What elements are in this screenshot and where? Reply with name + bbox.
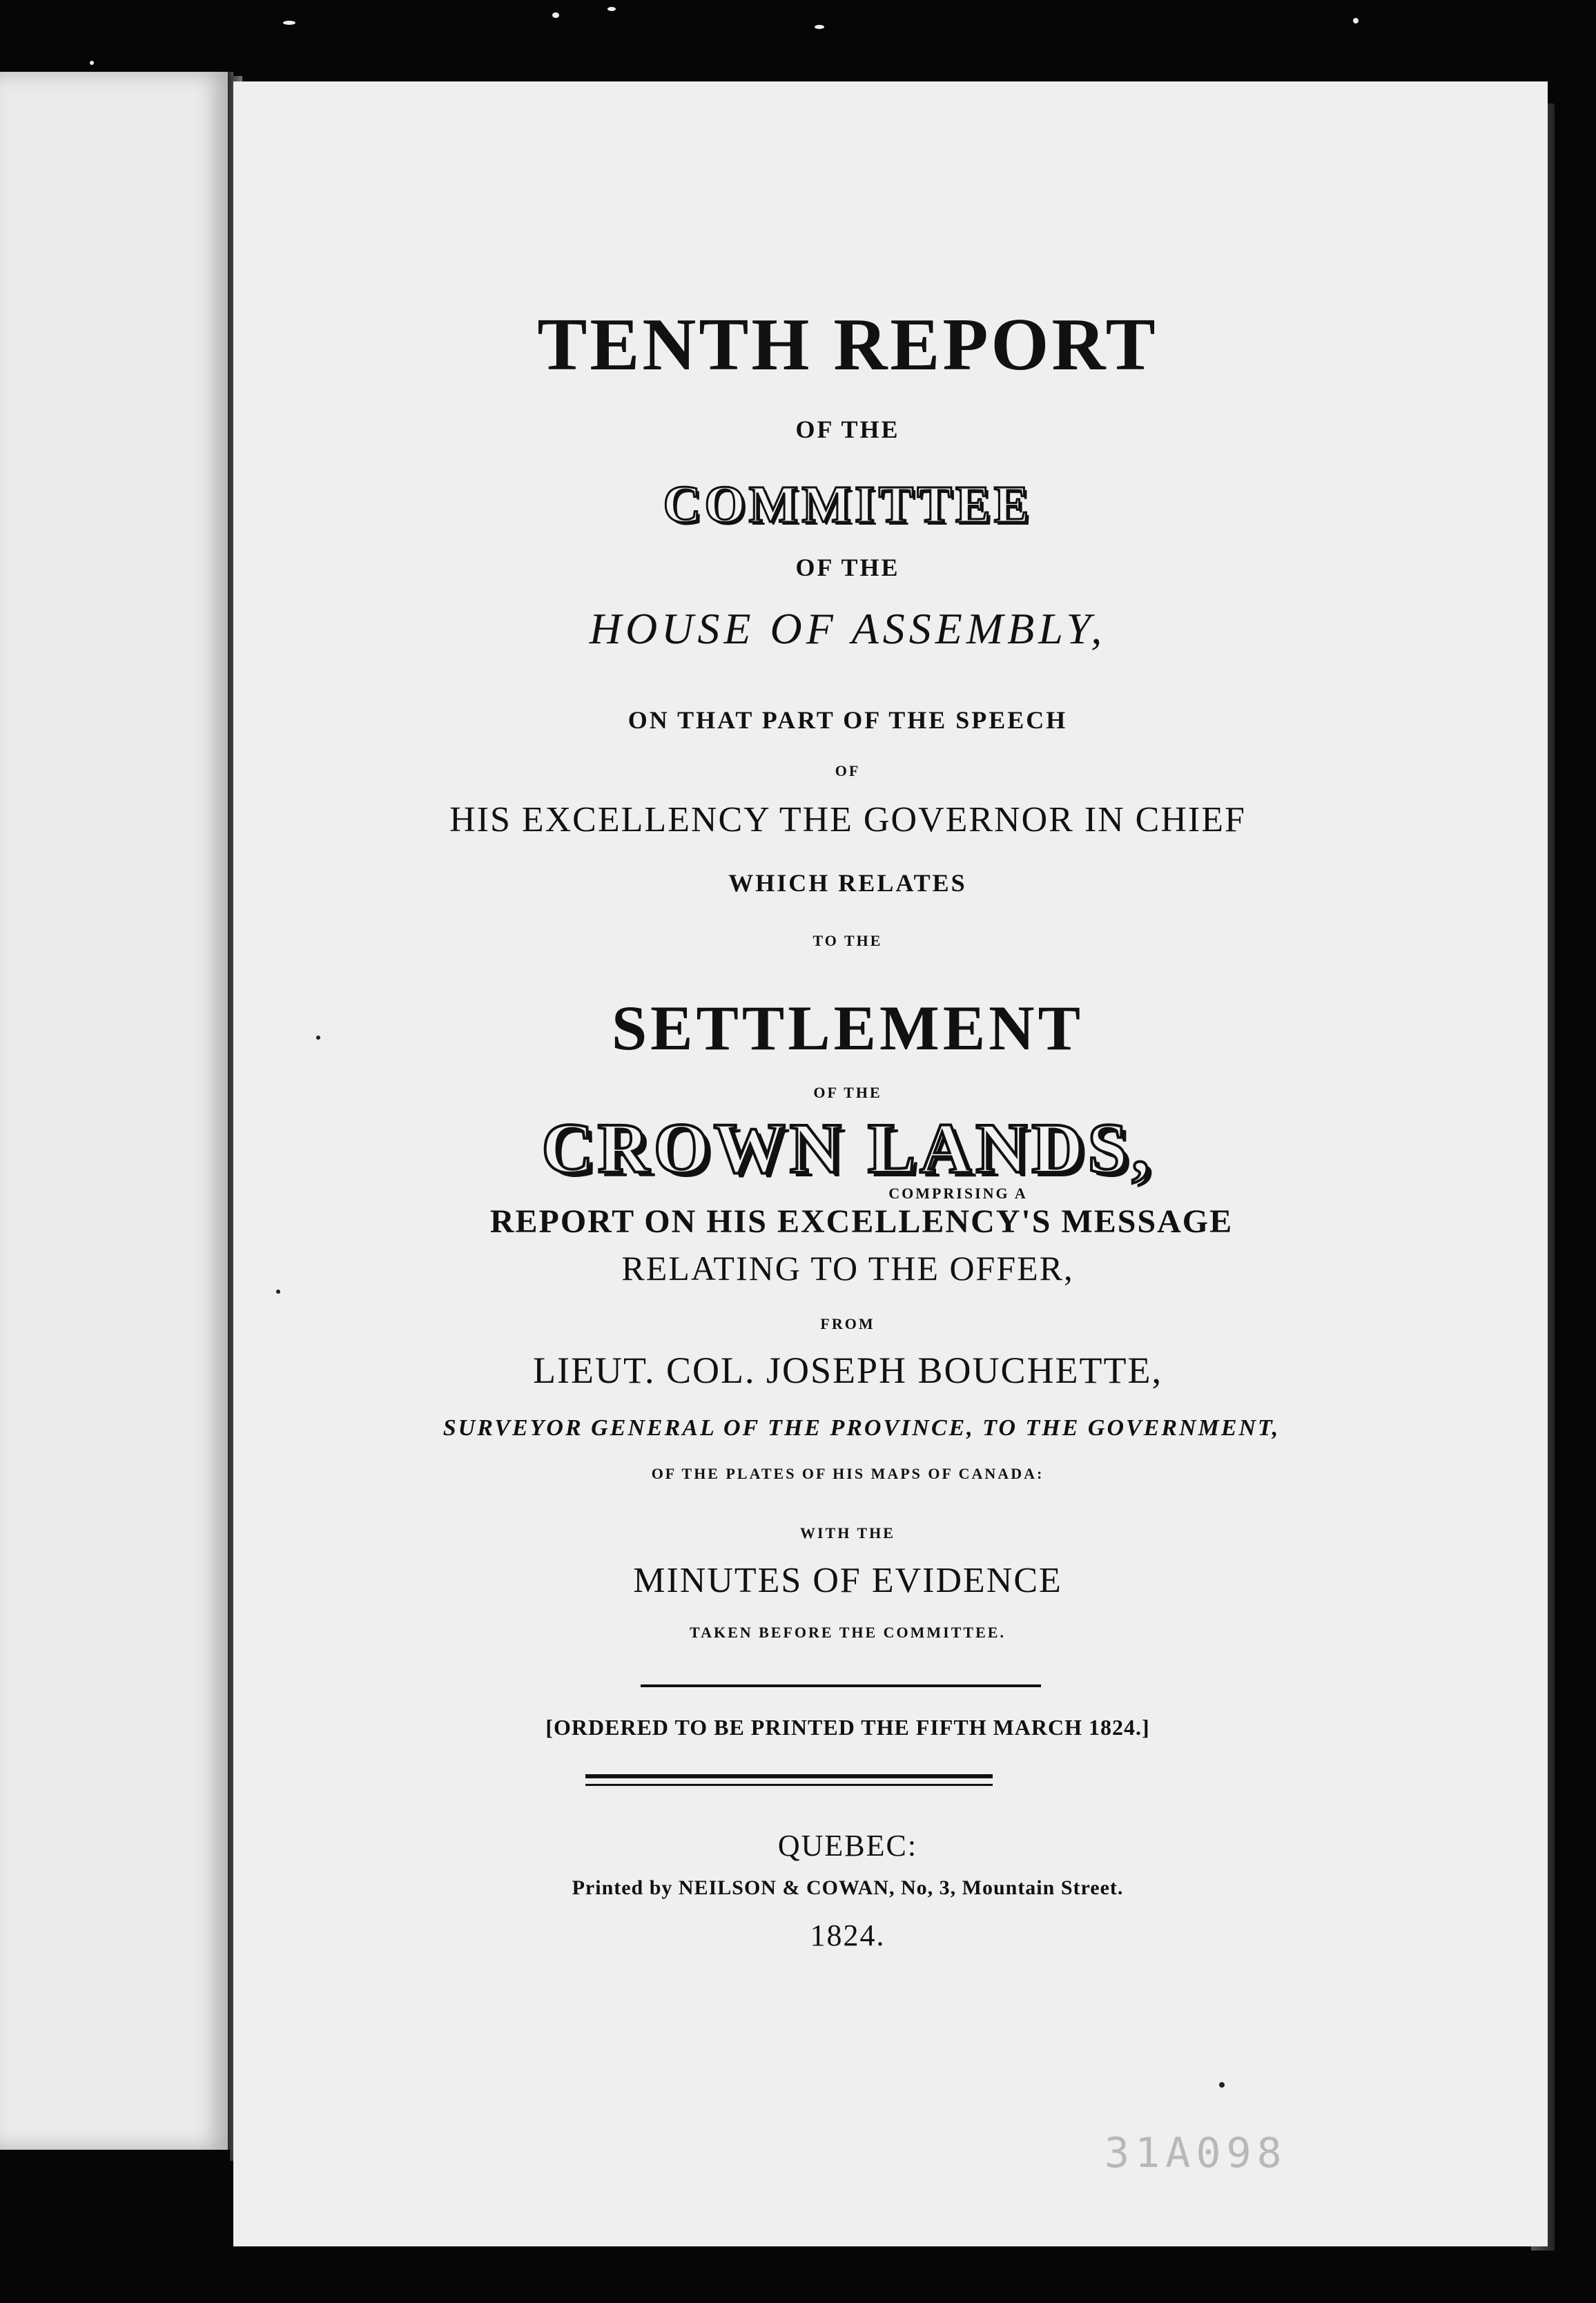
left-page [0,72,230,2150]
of-the-line-3: OF THE [813,1084,882,1101]
scan-speck [90,61,94,65]
house-of-assembly: HOUSE OF ASSEMBLY, [589,604,1107,653]
double-rule-bottom [585,1784,993,1786]
minutes-of-evidence-line: MINUTES OF EVIDENCE [633,1561,1062,1600]
from-line: FROM [820,1315,875,1332]
scan-speck [283,21,295,25]
imprint-city: QUEBEC: [777,1829,918,1863]
comprising-line: COMPRISING A [888,1185,1028,1202]
short-rule [641,1684,1041,1687]
with-the-line: WITH THE [800,1524,895,1542]
settlement-heading: SETTLEMENT [612,993,1084,1063]
governor-line: HIS EXCELLENCY THE GOVERNOR IN CHIEF [449,800,1246,839]
ink-dot [1219,2082,1225,2088]
ink-dot [316,1036,320,1040]
of-line: OF [835,762,861,779]
plates-line: OF THE PLATES OF HIS MAPS OF CANADA: [651,1465,1044,1482]
report-title: TENTH REPORT [537,304,1158,386]
of-the-line-2: OF THE [795,554,900,581]
scan-speck [1353,18,1359,23]
double-rule-top [585,1774,993,1778]
ordered-line: [ORDERED TO BE PRINTED THE FIFTH MARCH 1824.] [545,1715,1150,1740]
crown-lands-heading: CROWN LANDS, [541,1109,1154,1188]
imprint-year: 1824. [810,1918,886,1952]
surveyor-general-line: SURVEYOR GENERAL OF THE PROVINCE, TO THE GOVERNMENT, [442,1415,1281,1441]
imprint-printer: Printed by NEILSON & COWAN, No, 3, Mountain Street. [572,1876,1124,1899]
scan-speck [815,25,824,29]
title-page [233,81,1548,2246]
taken-before-line: TAKEN BEFORE THE COMMITTEE. [690,1624,1006,1641]
of-the-line-1: OF THE [795,416,900,443]
library-stamp: 31A098 [1104,2129,1287,2177]
scan-speck [607,7,616,11]
bouchette-line: LIEUT. COL. JOSEPH BOUCHETTE, [533,1350,1162,1391]
title-page-content [233,81,1548,2246]
to-the-line: TO THE [812,932,883,949]
on-that-part-line: ON THAT PART OF THE SPEECH [627,706,1068,734]
ink-dot [276,1290,280,1294]
scan-speck [552,12,559,18]
which-relates-line: WHICH RELATES [728,869,967,897]
committee-heading: COMMITTEE [663,476,1033,534]
relating-line: RELATING TO THE OFFER, [621,1249,1074,1287]
report-on-message-line: REPORT ON HIS EXCELLENCY'S MESSAGE [489,1203,1234,1240]
